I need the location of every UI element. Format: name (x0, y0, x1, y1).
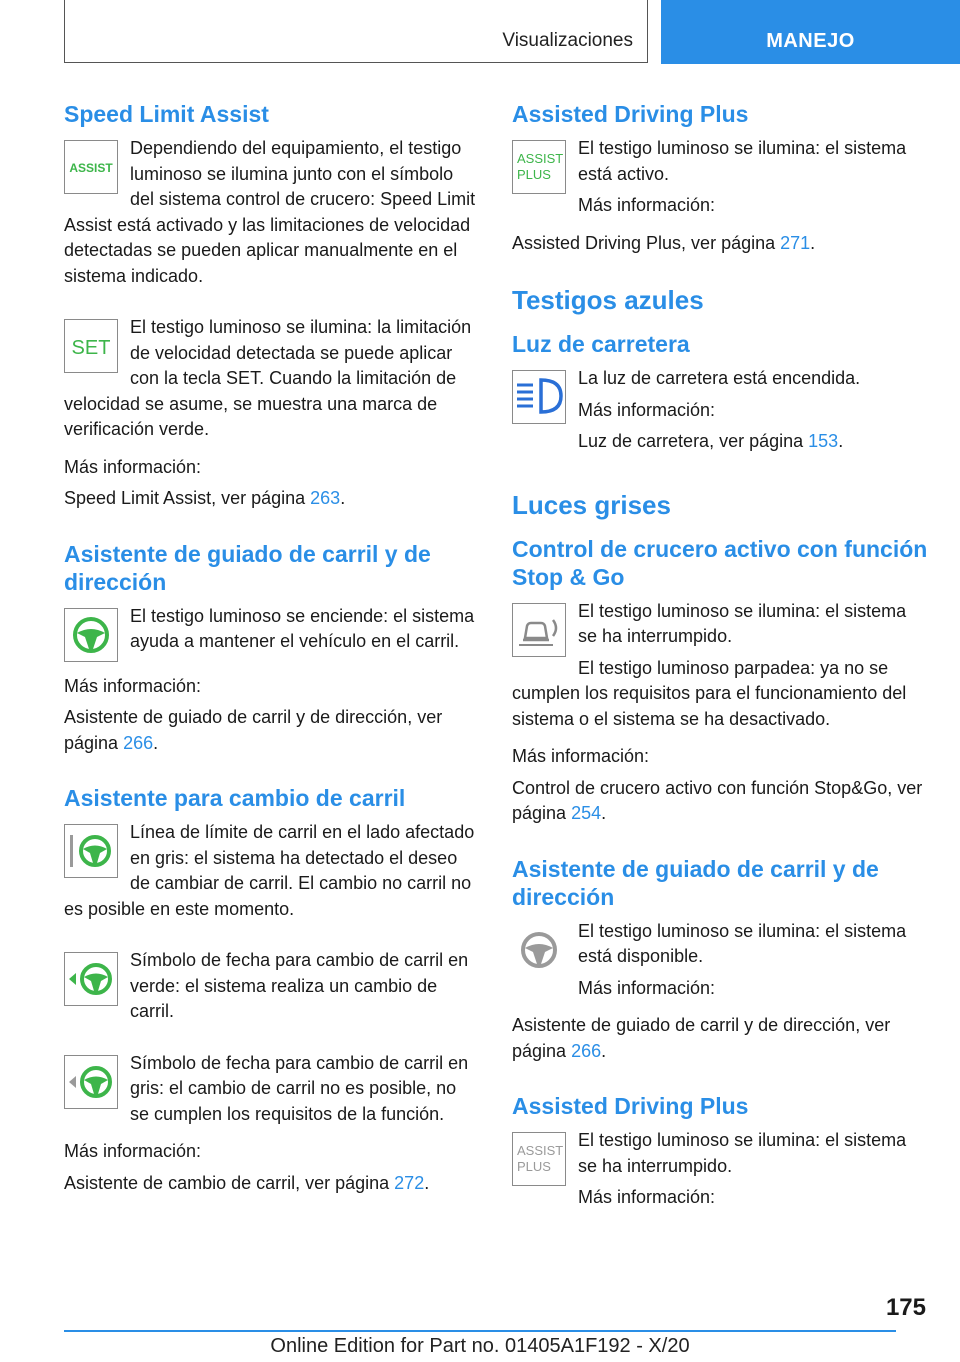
lane-change-text-2: Símbolo de fecha para cambio de carril en verde: el sistema realiza un cambio de carril. (130, 950, 469, 1021)
heading-high-beam: Luz de carretera (512, 331, 690, 357)
lane-guidance-grey-text: El testigo luminoso se ilumina: el sistema está disponible. (578, 920, 907, 966)
lane-change-text-1: Línea de límite de carril en el lado afectado en gris: el sistema ha detectado el deseo de cambiar de carril. El cambio no carril no es posible en este momento. (64, 822, 475, 919)
more-info-label: Más información: (578, 195, 716, 215)
acc-text-2: El testigo luminoso parpadea: ya no se cumplen los requisitos para el funcionamiento del sistema o el sistema se ha desactivado. (512, 657, 907, 729)
heading-lane-change: Asistente para cambio de carril (64, 785, 406, 811)
heading-active-cruise-control: Control de crucero activo con función Stop & Go (512, 535, 928, 590)
more-info-label: Más información: (578, 399, 716, 420)
set-indicator-icon (64, 319, 118, 373)
lane-guidance-reference: Asistente de guiado de carril y de dirección, ver página 266. (64, 707, 443, 753)
adp-grey-text: El testigo luminoso se ilumina: el sistema se ha interrumpido. (578, 1130, 907, 1176)
lane-change-reference: Asistente de cambio de carril, ver página 272. (64, 1172, 430, 1193)
assist-plus-green-icon (512, 140, 566, 194)
adp-reference: Assisted Driving Plus, ver página 271. (512, 232, 816, 253)
left-column (64, 100, 479, 1202)
lane-change-green-arrow-icon (64, 952, 118, 1006)
assist-plus-text-1: ASSIST (517, 151, 564, 166)
assist-plus-text-2: PLUS (517, 167, 551, 182)
more-info-label: Más información: (512, 746, 650, 766)
assist-plus-grey-icon (512, 1132, 566, 1186)
cruise-control-grey-icon (512, 603, 566, 657)
acc-text-1: El testigo luminoso se ilumina: el sistema se ha interrumpido. (578, 600, 907, 646)
page-link-266[interactable]: 266 (123, 732, 154, 753)
more-info-label: Más información: (64, 1141, 202, 1161)
heading-lane-guidance-grey: Asistente de guiado de carril y de dirección (512, 855, 879, 910)
more-info-label: Más información: (64, 675, 202, 696)
high-beam-icon (512, 370, 566, 424)
heading-assisted-driving-plus-grey: Assisted Driving Plus (512, 1093, 749, 1119)
high-beam-text: La luz de carretera está encendida. (578, 368, 861, 388)
heading-assisted-driving-plus: Assisted Driving Plus (512, 101, 749, 127)
footer-divider (64, 1330, 896, 1332)
heading-grey-lights: Luces grises (512, 489, 671, 520)
heading-speed-limit-assist: Speed Limit Assist (64, 101, 269, 127)
assist-plus-grey-text-1: ASSIST (517, 1143, 564, 1158)
assist-indicator-icon (64, 140, 118, 194)
heading-blue-indicators: Testigos azules (512, 285, 704, 315)
more-info-label: Más información: (578, 1187, 716, 1207)
speed-limit-text-2: El testigo luminoso se ilumina: la limitación de velocidad detectada se puede aplicar con la tecla SET. Cuando la limitación de velocidad se asume, se muestra una marca de verificación verde. (64, 317, 472, 439)
lane-change-grey-line-icon (64, 824, 118, 878)
speed-limit-reference: Speed Limit Assist, ver página 263. (64, 488, 346, 508)
lane-guidance-grey-reference: Asistente de guiado de carril y de dirección, ver página 266. (512, 1015, 891, 1061)
more-info-label: Más información: (64, 456, 202, 477)
page-link-254[interactable]: 254 (571, 803, 602, 823)
more-info-label: Más información: (578, 977, 716, 998)
lane-guidance-text: El testigo luminoso se enciende: el sistema ayuda a mantener el vehículo en el carril. (130, 605, 475, 651)
right-column (512, 100, 928, 1223)
lane-change-text-3: Símbolo de fecha para cambio de carril en gris: el cambio de carril no es posible, no se cumplen los requisitos de la función. (130, 1052, 469, 1124)
high-beam-reference: Luz de carretera, ver página 153. (578, 431, 844, 451)
page-link-272[interactable]: 272 (394, 1172, 425, 1193)
section-title: Visualizaciones (64, 0, 648, 63)
acc-reference: Control de crucero activo con función Stop&Go, ver página 254. (512, 777, 923, 823)
lane-change-grey-arrow-icon (64, 1055, 118, 1109)
page-link-153[interactable]: 153 (808, 431, 839, 451)
steering-wheel-grey-icon (512, 923, 566, 977)
edition-note: Online Edition for Part no. 01405A1F192 - X/20 (270, 1335, 690, 1357)
page-header (64, 0, 960, 64)
page-number: 175 (885, 1294, 926, 1321)
adp-text-1: El testigo luminoso se ilumina: el sistema está activo. (578, 138, 907, 184)
page-link-266[interactable]: 266 (571, 1040, 602, 1061)
assist-plus-grey-text-2: PLUS (517, 1159, 551, 1174)
page-link-271[interactable]: 271 (780, 232, 811, 253)
assist-icon-text: ASSIST (69, 161, 113, 175)
set-icon-text: SET (71, 337, 111, 359)
chapter-tab: MANEJO (661, 0, 960, 64)
speed-limit-text-1: Dependiendo del equipamiento, el testigo luminoso se ilumina junto con el símbolo del sistema control de crucero: Speed Limit Assist está activado y las limitaciones de velocidad detectadas se pueden aplicar manualmente en el sistema indicado. (64, 138, 476, 286)
heading-lane-guidance: Asistente de guiado de carril y de dirección (64, 540, 431, 595)
steering-wheel-green-icon (64, 608, 118, 662)
page-link-263[interactable]: 263 (310, 488, 341, 508)
